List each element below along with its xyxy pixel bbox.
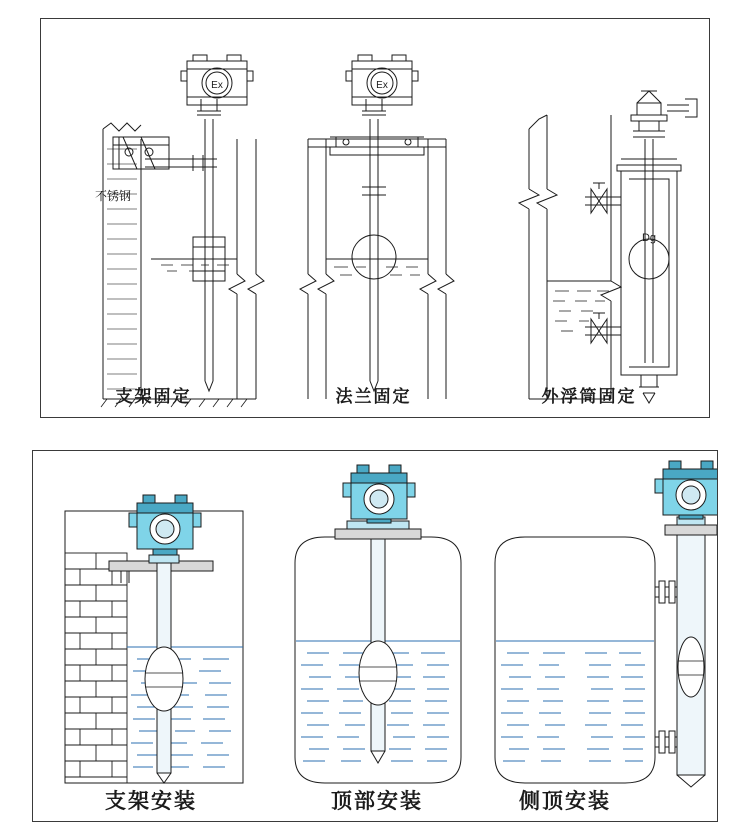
caption-top-mount: 顶部安装 bbox=[331, 790, 423, 813]
panel-bottom-installation-types bbox=[32, 450, 718, 822]
bracket-mount-drawing bbox=[33, 451, 269, 821]
label-stainless-steel: 不锈钢 bbox=[95, 189, 132, 203]
flange-fixed-drawing bbox=[266, 19, 481, 417]
diagram-bracket-mount bbox=[33, 451, 269, 821]
panel-top-installation-types bbox=[40, 18, 710, 418]
external-chamber-drawing bbox=[481, 19, 709, 417]
diagram-bracket-fixed bbox=[41, 19, 266, 417]
label-ex-mark-1: Ex bbox=[211, 80, 223, 91]
diagram-top-mount bbox=[269, 451, 485, 821]
caption-external-chamber-fixed: 外浮筒固定 bbox=[541, 387, 637, 406]
caption-bracket-mount: 支架安装 bbox=[105, 790, 197, 813]
label-dg-mark: Dg bbox=[641, 232, 657, 244]
caption-bracket-fixed: 支架固定 bbox=[115, 387, 192, 406]
label-ex-mark-2: Ex bbox=[376, 80, 388, 91]
caption-side-top-mount: 侧顶安装 bbox=[519, 790, 611, 813]
diagram-side-top-mount bbox=[485, 451, 717, 821]
diagram-external-chamber-fixed bbox=[481, 19, 709, 417]
side-top-mount-drawing bbox=[485, 451, 717, 821]
diagram-flange-fixed bbox=[266, 19, 481, 417]
top-mount-drawing bbox=[269, 451, 485, 821]
caption-flange-fixed: 法兰固定 bbox=[335, 387, 412, 406]
bracket-fixed-drawing bbox=[41, 19, 266, 417]
